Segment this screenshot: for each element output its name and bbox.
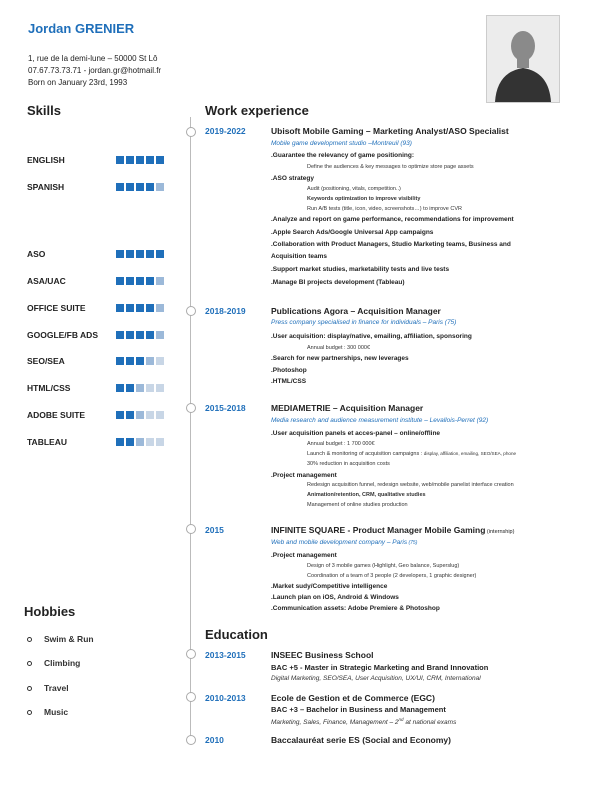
skill-level-square xyxy=(116,250,124,258)
skill-level-square xyxy=(116,156,124,164)
skill-level-square xyxy=(126,384,134,392)
skill-level-bar xyxy=(116,250,164,258)
skill-level-square xyxy=(136,411,144,419)
job-company: Web and mobile development company – Paris (75) xyxy=(271,539,418,546)
skill-level-square xyxy=(136,183,144,191)
job-year: 2015-2018 xyxy=(205,403,246,413)
job-bullet: Acquisition teams xyxy=(271,253,327,260)
address: 1, rue de la demi-lune – 50000 St Lô xyxy=(28,54,158,63)
skill-level-bar xyxy=(116,331,164,339)
skill-level-square xyxy=(156,331,164,339)
skill-level-square xyxy=(116,277,124,285)
skill-label: SEO/SEA xyxy=(27,356,65,366)
edu-year: 2010 xyxy=(205,735,224,745)
skill-level-square xyxy=(116,357,124,365)
skill-level-bar xyxy=(116,357,164,365)
job-title: Ubisoft Mobile Gaming – Marketing Analyst/ASO Specialist xyxy=(271,126,509,136)
skill-level-square xyxy=(146,183,154,191)
skill-label: ASO xyxy=(27,249,46,259)
job-company: Press company specialised in finance for individuals – Paris (75) xyxy=(271,319,457,326)
skill-level-square xyxy=(126,183,134,191)
skill-level-square xyxy=(156,183,164,191)
skill-level-square xyxy=(126,277,134,285)
job-sub-bullet: Define the audiences & key messages to optimize store page assets xyxy=(307,164,474,170)
hobby-bullet-icon xyxy=(27,710,32,715)
skill-level-bar xyxy=(116,438,164,446)
skill-level-square xyxy=(116,411,124,419)
skill-level-square xyxy=(126,411,134,419)
timeline-dot xyxy=(186,692,196,702)
hobby-item: Climbing xyxy=(44,658,81,668)
skill-level-square xyxy=(156,438,164,446)
skill-level-square xyxy=(136,438,144,446)
skill-label: SPANISH xyxy=(27,182,65,192)
edu-school: Ecole de Gestion et de Commerce (EGC) xyxy=(271,693,435,703)
job-sub-bullet: Annual budget : 300 000€ xyxy=(307,345,371,351)
job-bullet: .Collaboration with Product Managers, Studio Marketing teams, Business and xyxy=(271,241,511,248)
hobby-bullet-icon xyxy=(27,637,32,642)
education-heading: Education xyxy=(205,627,268,642)
job-sub-bullet: 30% reduction in acquisition costs xyxy=(307,461,390,467)
job-bullet: .ASO strategy xyxy=(271,175,314,182)
job-bullet: .Apple Search Ads/Google Universal App campaigns xyxy=(271,229,434,236)
job-bullet: .Analyze and report on game performance, recommendations for improvement xyxy=(271,216,514,223)
job-bullet: .HTML/CSS xyxy=(271,378,307,385)
timeline-dot xyxy=(186,127,196,137)
edu-school: INSEEC Business School xyxy=(271,650,374,660)
job-bullet: .Support market studies, marketability tests and live tests xyxy=(271,266,450,273)
skill-level-square xyxy=(116,384,124,392)
skill-level-square xyxy=(126,331,134,339)
skill-level-square xyxy=(146,331,154,339)
skill-level-square xyxy=(136,304,144,312)
skill-level-bar xyxy=(116,156,164,164)
skill-level-square xyxy=(116,438,124,446)
skill-level-square xyxy=(146,384,154,392)
person-portrait-icon xyxy=(487,16,559,102)
skill-level-bar xyxy=(116,384,164,392)
job-title: INFINITE SQUARE - Product Manager Mobile Gaming (internship) xyxy=(271,525,515,535)
timeline-dot xyxy=(186,306,196,316)
edu-detail: Marketing, Sales, Finance, Management – 2nd at national exams xyxy=(271,717,457,727)
job-bullet: .Market sudy/Competitive intelligence xyxy=(271,583,388,590)
skill-level-square xyxy=(136,331,144,339)
edu-year: 2013-2015 xyxy=(205,650,246,660)
skill-level-bar xyxy=(116,183,164,191)
skill-level-square xyxy=(116,331,124,339)
job-title: MEDIAMETRIE – Acquisition Manager xyxy=(271,403,424,413)
skill-level-square xyxy=(146,357,154,365)
skill-level-square xyxy=(136,156,144,164)
job-title: Publications Agora – Acquisition Manager xyxy=(271,306,441,316)
skill-level-square xyxy=(146,277,154,285)
job-sub-bullet: Audit (positioning, vitals, competition..) xyxy=(307,186,401,192)
hobby-bullet-icon xyxy=(27,661,32,666)
skill-label: ASA/UAC xyxy=(27,276,66,286)
skill-label: ADOBE SUITE xyxy=(27,410,86,420)
edu-degree: BAC +3 – Bachelor in Business and Management xyxy=(271,705,446,714)
skill-level-square xyxy=(116,183,124,191)
job-bullet: .User acquisition panels et acces-panel – online/offline xyxy=(271,430,441,437)
job-sub-bullet: Animation/retention, CRM, qualitative studies xyxy=(307,492,426,498)
skill-level-square xyxy=(146,250,154,258)
job-company: Media research and audience measurement institute – Levallois-Perret (92) xyxy=(271,417,489,424)
edu-school: Baccalauréat serie ES (Social and Economy) xyxy=(271,735,451,745)
timeline-dot xyxy=(186,735,196,745)
job-sub-bullet: Launch & monitoring of acquisition campaigns : display, affiliation, emailing, SEO/SEA, phone xyxy=(307,451,517,457)
skill-label: ENGLISH xyxy=(27,155,65,165)
edu-year: 2010-2013 xyxy=(205,693,246,703)
hobby-item: Music xyxy=(44,707,69,717)
skill-level-square xyxy=(156,411,164,419)
job-bullet: .Guarantee the relevancy of game positioning: xyxy=(271,152,415,159)
phone-email: 07.67.73.73.71 - jordan.gr@hotmail.fr xyxy=(28,66,162,75)
skill-level-square xyxy=(156,304,164,312)
skill-label: GOOGLE/FB ADS xyxy=(27,330,98,340)
skill-level-square xyxy=(116,304,124,312)
job-sub-bullet: Redesign acquisition funnel, redesign website, web/mobile panelist interface creation xyxy=(307,482,514,488)
skill-level-square xyxy=(146,438,154,446)
hobbies-heading: Hobbies xyxy=(24,604,76,619)
skill-level-square xyxy=(136,277,144,285)
job-sub-bullet: Management of online studies production xyxy=(307,502,408,508)
job-year: 2018-2019 xyxy=(205,306,246,316)
skill-level-square xyxy=(146,304,154,312)
skill-level-square xyxy=(156,384,164,392)
skill-level-square xyxy=(136,384,144,392)
edu-degree: BAC +5 - Master in Strategic Marketing and Brand Innovation xyxy=(271,663,489,672)
skill-level-square xyxy=(126,156,134,164)
candidate-name: Jordan GRENIER xyxy=(28,21,135,36)
work-heading: Work experience xyxy=(205,103,309,118)
skill-level-square xyxy=(156,156,164,164)
job-bullet: .Communication assets: Adobe Premiere & Photoshop xyxy=(271,605,440,612)
job-year: 2019-2022 xyxy=(205,126,246,136)
job-sub-bullet: Design of 3 mobile games (Highlight, Geo balance, Superslug) xyxy=(307,563,460,569)
job-bullet: .Photoshop xyxy=(271,367,307,374)
skill-level-bar xyxy=(116,304,164,312)
skill-level-bar xyxy=(116,277,164,285)
job-bullet: .User acquisition: display/native, emailing, affiliation, sponsoring xyxy=(271,333,472,340)
skill-level-square xyxy=(156,250,164,258)
timeline-dot xyxy=(186,649,196,659)
skills-heading: Skills xyxy=(27,103,61,118)
skill-label: OFFICE SUITE xyxy=(27,303,86,313)
skill-level-square xyxy=(126,357,134,365)
job-year: 2015 xyxy=(205,525,224,535)
skill-label: HTML/CSS xyxy=(27,383,71,393)
job-bullet: .Search for new partnerships, new leverages xyxy=(271,355,409,362)
timeline-dot xyxy=(186,524,196,534)
skill-level-square xyxy=(126,438,134,446)
edu-detail: Digital Marketing, SEO/SEA, User Acquisition, UX/UI, CRM, International xyxy=(271,675,481,682)
job-sub-bullet: Run A/B tests (title, icon, video, screenshots…) to improve CVR xyxy=(307,206,462,212)
skill-level-square xyxy=(146,156,154,164)
job-bullet: .Manage BI projects development (Tableau) xyxy=(271,279,405,286)
job-bullet: .Project management xyxy=(271,552,337,559)
timeline-dot xyxy=(186,403,196,413)
profile-photo xyxy=(486,15,560,103)
job-sub-bullet: Coordination of a team of 3 people (2 developers, 1 graphic designer) xyxy=(307,573,477,579)
hobby-item: Swim & Run xyxy=(44,634,94,644)
skill-level-square xyxy=(136,357,144,365)
job-bullet: .Launch plan on iOS, Android & Windows xyxy=(271,594,399,601)
skill-level-bar xyxy=(116,411,164,419)
birth-date: Born on January 23rd, 1993 xyxy=(28,78,128,87)
job-sub-bullet: Keywords optimization to improve visibility xyxy=(307,196,421,202)
skill-label: TABLEAU xyxy=(27,437,67,447)
skill-level-square xyxy=(126,304,134,312)
skill-level-square xyxy=(146,411,154,419)
skill-level-square xyxy=(156,277,164,285)
skill-level-square xyxy=(156,357,164,365)
job-bullet: .Project management xyxy=(271,472,337,479)
skill-level-square xyxy=(136,250,144,258)
hobby-bullet-icon xyxy=(27,686,32,691)
job-company: Mobile game development studio –Montreuil (93) xyxy=(271,140,412,147)
hobby-item: Travel xyxy=(44,683,69,693)
job-sub-bullet: Annual budget : 1 700 000€ xyxy=(307,441,375,447)
skill-level-square xyxy=(126,250,134,258)
